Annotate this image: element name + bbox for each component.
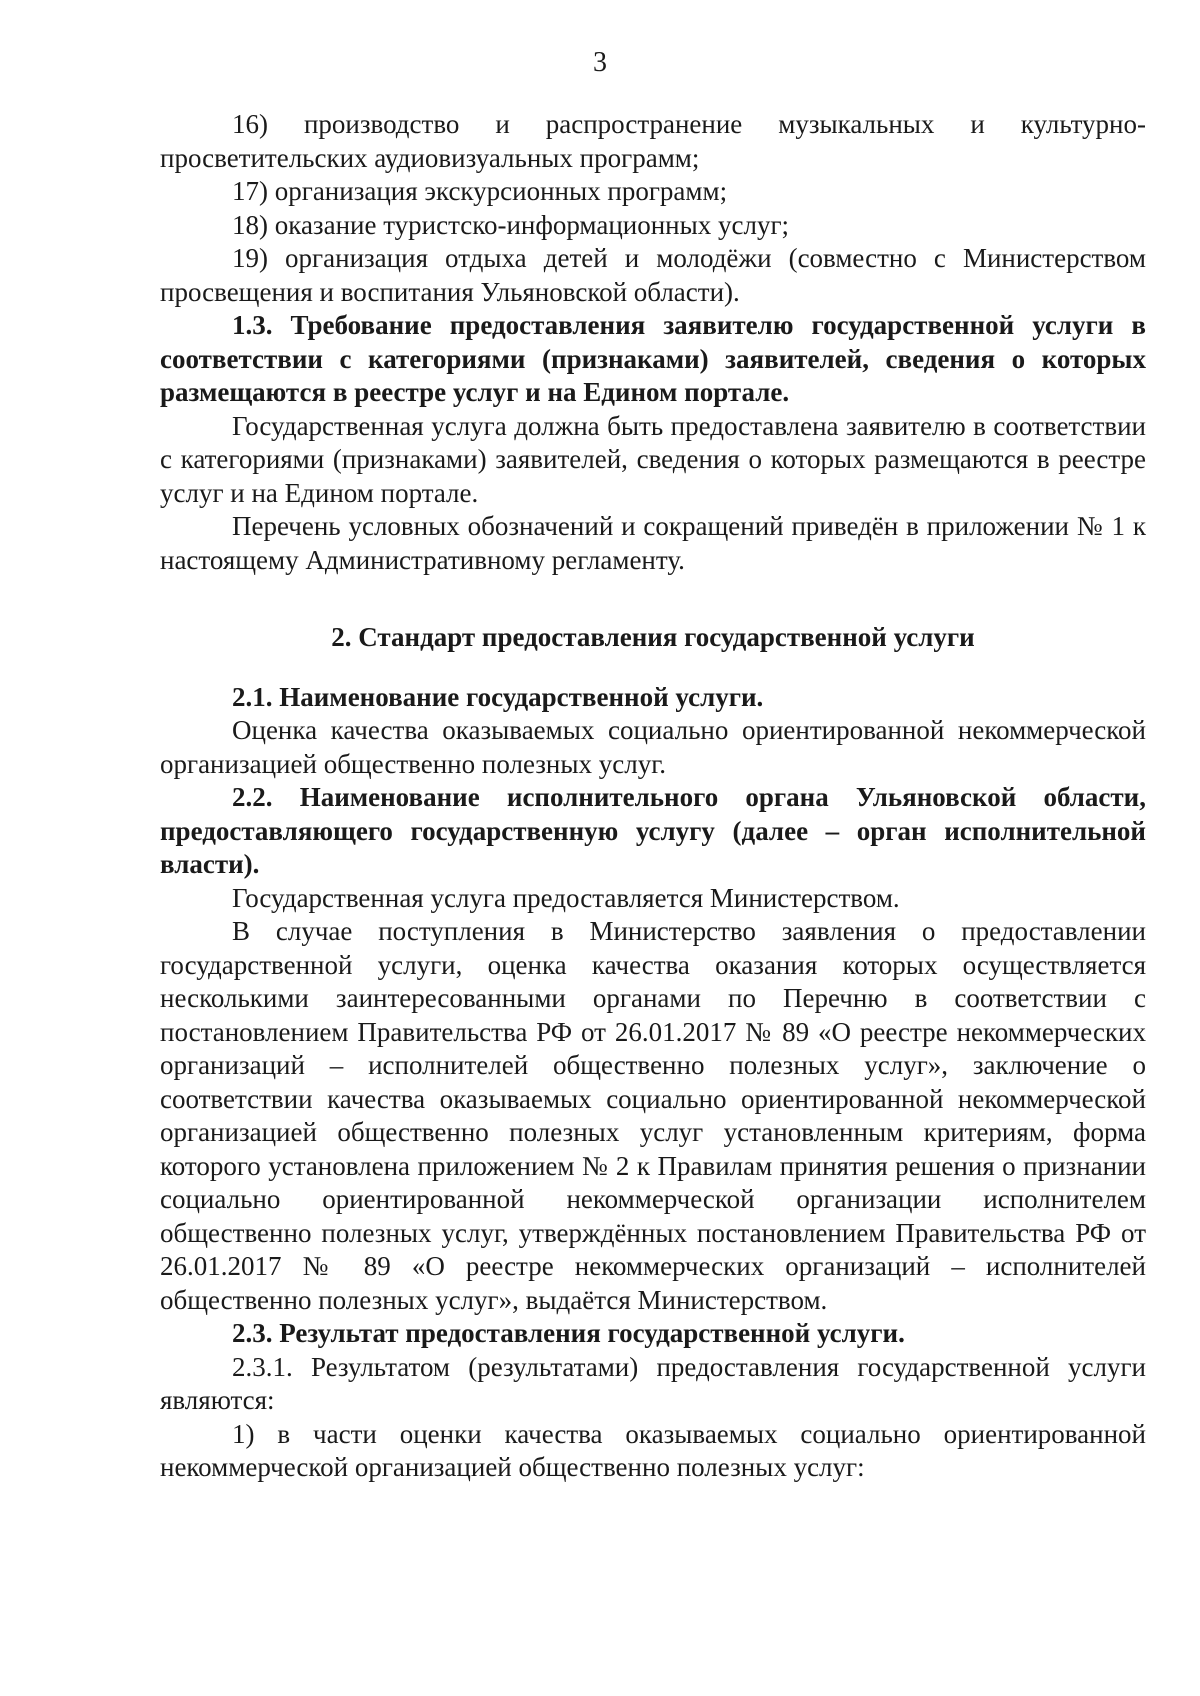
paragraph-provider: Государственная услуга предоставляется Министерством. — [232, 882, 900, 913]
heading-2-1: 2.1. Наименование государственной услуги. — [232, 681, 764, 712]
page-number: 3 — [593, 47, 607, 78]
paragraph-service-name: Оценка качества оказываемых социально ориентированной некоммерческой организацией общественно полезных услуг. — [160, 715, 1146, 779]
heading-2-2: 2.2. Наименование исполнительного органа Ульяновской области, предоставляющего государственную услугу (далее – орган исполнительной власти). — [160, 782, 1146, 879]
heading-2-3: 2.3. Результат предоставления государственной услуги. — [232, 1318, 905, 1348]
heading-1-3: 1.3. Требование предоставления заявителю государственной услуги в соответствии с категориями (признаками) заявителей, сведения о которых размещаются в реестре услуг и на Едином портале. — [160, 310, 1146, 407]
list-item-19: 19) организация отдыха детей и молодёжи (совместно с Министерством просвещения и воспитания Ульяновской области). — [160, 243, 1146, 307]
list-item-16: 16) производство и распространение музыкальных и культурно-просветительских аудиовизуальных программ; — [160, 109, 1146, 173]
document-body — [160, 108, 1146, 1485]
paragraph-service-categories: Государственная услуга должна быть предоставлена заявителю в соответствии с категориями (признаками) заявителей, сведения о которых размещаются в реестре услуг и на Едином портале. — [160, 410, 1146, 508]
list-item-17: 17) организация экскурсионных программ; — [232, 176, 728, 206]
paragraph-result-part-1: 1) в части оценки качества оказываемых социально ориентированной некоммерческой организацией общественно полезных услуг: — [160, 1418, 1146, 1482]
section-title: 2. Стандарт предоставления государственной услуги — [331, 622, 975, 652]
list-item-18: 18) оказание туристско-информационных услуг; — [232, 209, 790, 240]
paragraph-2-3-1: 2.3.1. Результатом (результатами) предоставления государственной услуги являются: — [160, 1351, 1146, 1415]
paragraph-abbreviations: Перечень условных обозначений и сокращений приведён в приложении № 1 к настоящему Административному регламенту. — [160, 511, 1146, 575]
paragraph-multiple-bodies: В случае поступления в Министерство заявления о предоставлении государственной услуги, оценка качества оказания которых осуществляется несколькими заинтересованными органами по Перечню в соответствии с постановлением Правительства РФ от 26.01.2017 № 89 «О реестре некоммерческих организаций – исполнителей общественно полезных услуг», заключение о соответствии качества оказываемых социально ориентированной некоммерческой организацией общественно полезных услуг установленным критериям, форма которого установлена приложением № 2 к Правилам принятия решения о признании социально ориентированной некоммерческой организации исполнителем общественно полезных услуг, утверждённых постановлением Правительства РФ от 26.01.2017 № 89 «О реестре некоммерческих организаций – исполнителей общественно полезных услуг», выдаётся Министерством. — [160, 916, 1146, 1315]
